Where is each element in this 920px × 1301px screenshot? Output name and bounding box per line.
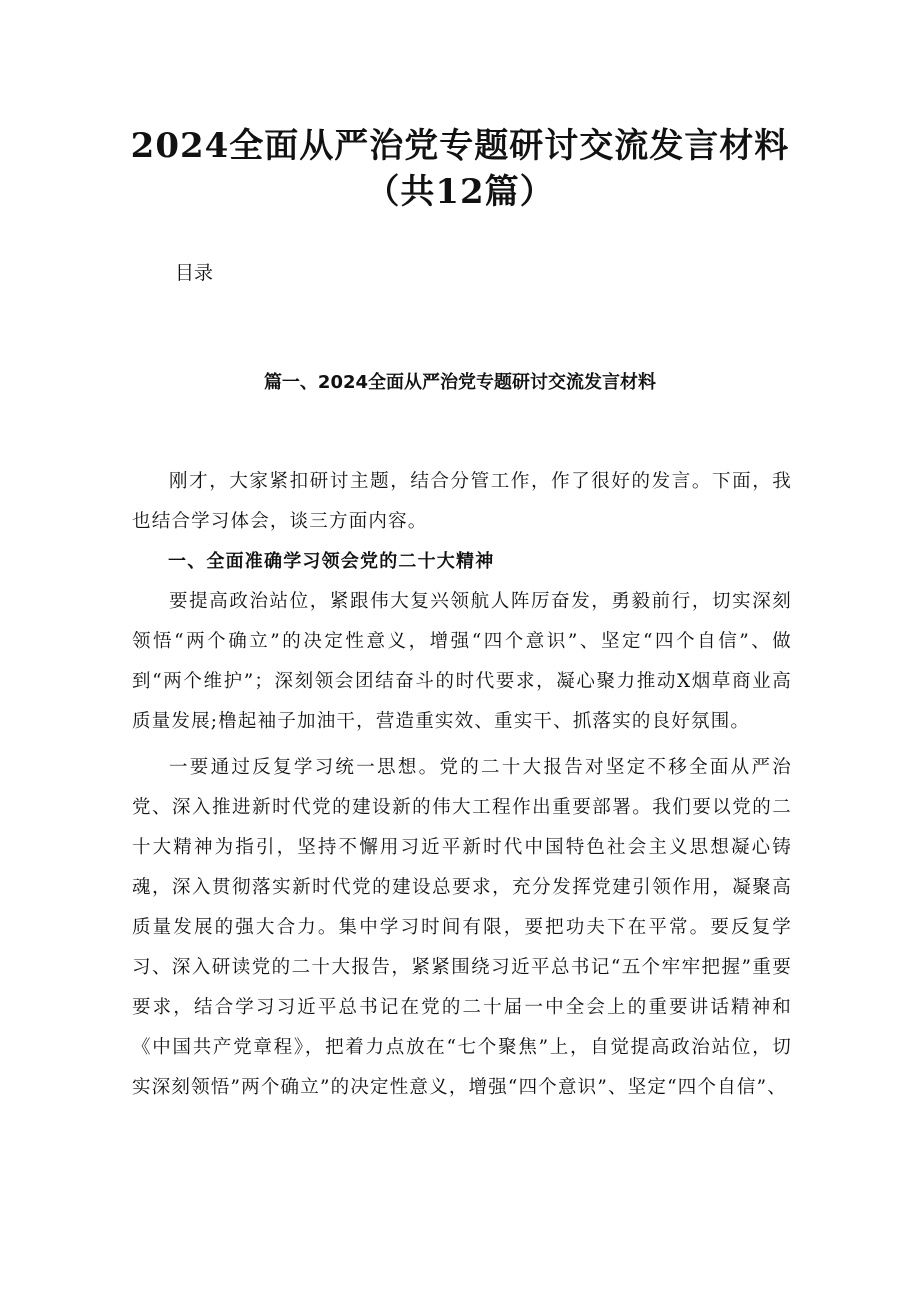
chapter-title: 篇一、2024全面从严治党专题研讨交流发言材料 [263,372,657,393]
body-paragraph: 一要通过反复学习统一思想。党的二十大报告对坚定不移全面从严治党、深入推进新时代党的建设新的伟大工程作出重要部署。我们要以党的二十大精神为指引，坚持不懈用习近平新时代中国特色社会主义思想凝心铸魂，深入贯彻落实新时代党的建设总要求，充分发挥党建引领作用，凝聚高质量发展的强大合力。集中学习时间有限，要把功夫下在平常。要反复学习、深入研读党的二十大报告，紧紧围绕习近平总书记“五个牢牢把握”重要要求，结合学习习近平总书记在党的二十届一中全会上的重要讲话精神和《中国共产党章程》，把着力点放在“七个聚焦”上，自觉提高政治站位，切实深刻领悟”两个确立”的决定性意义，增强“四个意识”、坚定“四个自信”、 [132,757,792,1098]
body-paragraph: 要提高政治站位，紧跟伟大复兴领航人阵厉奋发，勇毅前行，切实深刻领悟“两个确立”的决定性意义，增强“四个意识”、坚定“四个自信”、做到“两个维护”；深刻领会团结奋斗的时代要求，凝心聚力推动X烟草商业高质量发展;橹起袖子加油干，营造重实效、重实干、抓落实的良好氛围。 [132,591,792,732]
document-title: 2024全面从严治党专题研讨交流发言材料 [130,126,790,166]
document-body [132,462,792,1108]
body-paragraph: 刚才，大家紧扣研讨主题，结合分管工作，作了很好的发言。下面，我也结合学习体会，谈三方面内容。 [132,471,792,532]
document-title-count: （共12篇） [365,172,555,212]
toc-label: 目录 [175,262,214,284]
section-heading: 一、全面准确学习领会党的二十大精神 [168,551,495,572]
